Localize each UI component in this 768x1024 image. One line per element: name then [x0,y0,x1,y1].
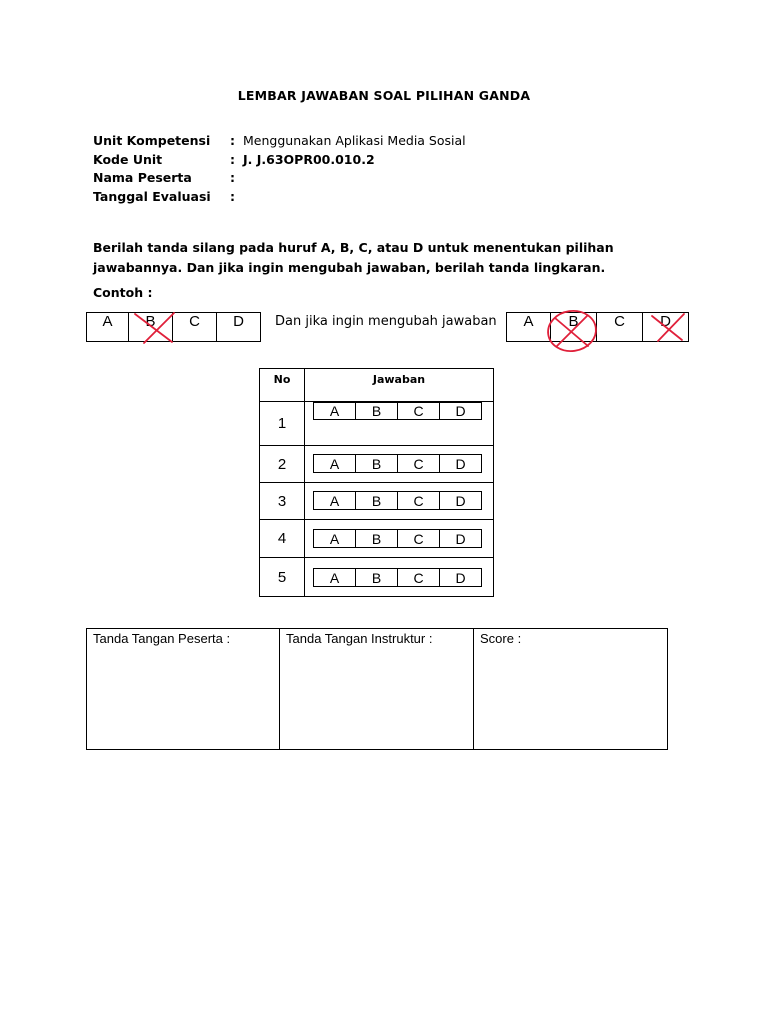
answer-option-c[interactable]: C [397,454,440,473]
option-b-circled: B [550,312,597,342]
score-label: Score : [480,631,522,646]
answer-option-d[interactable]: D [439,402,482,420]
answer-option-a[interactable]: A [313,491,356,510]
answer-cell [305,402,494,446]
option-d: D [216,312,261,342]
answer-option-c[interactable]: C [397,491,440,510]
instructor-signature-label: Tanda Tangan Instruktur : [286,631,433,646]
info-label: Tanggal Evaluasi [93,189,211,204]
answer-options-row-2 [313,454,482,473]
answer-option-c[interactable]: C [397,529,440,548]
answer-option-a[interactable]: A [313,402,356,420]
info-value: Menggunakan Aplikasi Media Sosial [243,133,466,148]
answer-option-c[interactable]: C [397,568,440,587]
answer-cell [305,483,494,520]
page-title: LEMBAR JAWABAN SOAL PILIHAN GANDA [237,88,531,103]
participant-signature-label: Tanda Tangan Peserta : [93,631,231,646]
instruction-text: Berilah tanda silang pada huruf A, B, C, atau D untuk menentukan pilihan jawabannya. Dan jika ingin mengubah jawaban, berilah tanda lingkaran. [93,240,614,275]
info-colon: : [230,170,235,185]
option-a: A [506,312,551,342]
answer-cell [305,446,494,483]
answer-option-d[interactable]: D [439,568,482,587]
header-jawaban: Jawaban [305,369,494,402]
option-b-crossed: B [128,312,173,342]
answer-option-b[interactable]: B [355,529,398,548]
info-label: Nama Peserta [93,170,192,185]
row-number: 3 [260,483,305,520]
instructor-signature-box[interactable] [280,629,474,750]
answer-cell [305,520,494,558]
answer-option-d[interactable]: D [439,491,482,510]
participant-signature-box[interactable] [87,629,280,750]
score-box[interactable] [474,629,668,750]
answer-option-a[interactable]: A [313,529,356,548]
answer-options-row-4 [313,529,482,548]
option-a: A [86,312,129,342]
table-row [260,558,494,597]
table-row [260,483,494,520]
answer-cell [305,558,494,597]
info-label: Unit Kompetensi [93,133,211,148]
example-middle-text: Dan jika ingin mengubah jawaban [275,314,497,329]
answer-option-b[interactable]: B [355,568,398,587]
signature-table [86,628,668,750]
answer-option-d[interactable]: D [439,529,482,548]
option-c: C [172,312,217,342]
answer-option-b[interactable]: B [355,402,398,420]
answer-options-row-5 [313,568,482,587]
answer-option-a[interactable]: A [313,454,356,473]
info-value: J. J.63OPR00.010.2 [243,152,375,167]
row-number: 5 [260,558,305,597]
answer-option-b[interactable]: B [355,454,398,473]
row-number: 4 [260,520,305,558]
answer-option-b[interactable]: B [355,491,398,510]
info-label: Kode Unit [93,152,163,167]
option-d-crossed: D [642,312,689,342]
info-colon: : [230,189,235,204]
header-no: No [260,369,305,402]
answer-option-c[interactable]: C [397,402,440,420]
info-colon: : [230,152,235,167]
option-c: C [596,312,643,342]
answer-table-header [260,369,494,402]
row-number: 1 [260,402,305,446]
info-colon: : [230,133,235,148]
example-label: Contoh : [93,285,153,300]
row-number: 2 [260,446,305,483]
table-row [260,446,494,483]
table-row [260,520,494,558]
table-row [260,402,494,446]
answer-options-row-3 [313,491,482,510]
answer-options-row-1 [313,402,482,420]
answer-table [259,368,494,597]
answer-option-a[interactable]: A [313,568,356,587]
example-options-cross [86,312,261,342]
answer-option-d[interactable]: D [439,454,482,473]
example-options-change [506,312,689,342]
